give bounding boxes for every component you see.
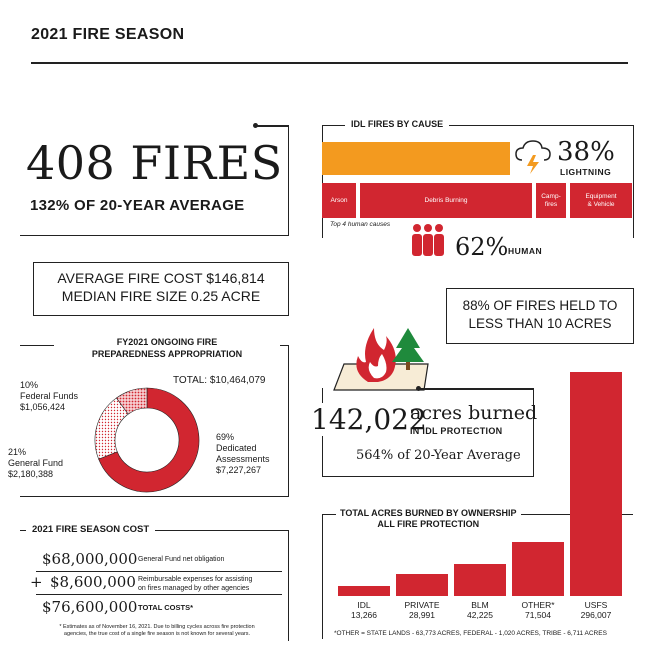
acres-average: 564% of 20-Year Average <box>356 448 521 463</box>
bar-private <box>396 574 448 596</box>
page-title: 2021 FIRE SEASON <box>31 26 185 43</box>
bar-idl <box>338 586 390 596</box>
acres-number: 142,022 <box>311 403 431 436</box>
bar-other <box>512 542 564 596</box>
cost-rule-1 <box>36 571 282 572</box>
human-label: HUMAN <box>508 246 543 256</box>
lightning-bar <box>322 142 510 175</box>
appropriation-donut <box>92 385 202 495</box>
slice-label-dedicated: 69% Dedicated Assessments $7,227,267 <box>216 432 270 475</box>
cost-amount-1: $68,000,000 <box>42 550 138 568</box>
segment-equipment: Equipment & Vehicle <box>570 183 632 218</box>
appropriation-title: FY2021 ONGOING FIRE PREPAREDNESS APPROPRIATION <box>54 336 280 360</box>
cause-title: IDL FIRES BY CAUSE <box>345 119 449 129</box>
cost-desc-1: General Fund net obligation <box>138 556 225 563</box>
human-causes-note: Top 4 human causes <box>330 221 394 228</box>
appropriation-total: TOTAL: $10,464,079 <box>173 375 266 386</box>
acres-where: IN IDL PROTECTION <box>410 426 503 436</box>
bar-label: IDL 13,266 <box>351 600 377 620</box>
fires-box-dot <box>253 123 258 128</box>
people-icon <box>408 222 448 263</box>
acres-word: acres burned <box>410 402 538 424</box>
cost-rule-2 <box>36 594 282 595</box>
held-line2: LESS THAN 10 ACRES <box>468 316 612 331</box>
average-fire-cost: AVERAGE FIRE COST $146,814 <box>57 270 265 286</box>
slice-label-federal: 10% Federal Funds $1,056,424 <box>20 380 79 412</box>
cost-amount-2: $8,600,000 <box>50 573 136 591</box>
lightning-icon <box>514 138 554 181</box>
ownership-chart <box>330 360 630 620</box>
held-line1: 88% OF FIRES HELD TO <box>462 298 618 313</box>
bar-usfs <box>570 372 622 596</box>
bar-label: BLM 42,225 <box>467 600 493 620</box>
median-fire-size: MEDIAN FIRE SIZE 0.25 ACRE <box>61 288 261 304</box>
cost-total-label: TOTAL COSTS* <box>138 603 194 612</box>
bar-label: USFS 296,007 <box>580 600 612 620</box>
cost-title: 2021 FIRE SEASON COST <box>26 524 155 535</box>
segment-debris-burning: Debris Burning <box>360 183 532 218</box>
bar-label: PRIVATE 28,991 <box>404 600 440 620</box>
human-percent: 62% <box>455 233 509 261</box>
fires-box-top-line <box>257 125 289 127</box>
bar-label: OTHER* 71,504 <box>521 600 555 620</box>
fires-count: 408 FIRES <box>26 136 283 190</box>
slice-label-general: 21% General Fund $2,180,388 <box>8 447 64 479</box>
cost-plus-sign: + <box>30 573 43 591</box>
lightning-percent: 38% <box>557 137 615 167</box>
cost-footnote: * Estimates as of November 16, 2021. Due to billing cycles across fire protection agencies, the true cost of a single fire season is not known for several years. <box>59 624 255 637</box>
cost-total-amount: $76,600,000 <box>42 598 138 616</box>
segment-arson: Arson <box>322 183 356 218</box>
ownership-title: TOTAL ACRES BURNED BY OWNERSHIP ALL FIRE PROTECTION <box>336 508 521 530</box>
cost-desc-2: Reimbursable expenses for assisting on fires managed by other agencies <box>138 576 253 592</box>
title-rule <box>31 62 628 64</box>
bar-blm <box>454 564 506 596</box>
fires-average: 132% OF 20-YEAR AVERAGE <box>30 197 245 214</box>
lightning-label: LIGHTNING <box>560 167 612 177</box>
ownership-footnote: *OTHER = STATE LANDS - 63,773 ACRES, FEDERAL - 1,020 ACRES, TRIBE - 6,711 ACRES <box>334 630 607 637</box>
segment-campfires: Camp- fires <box>536 183 566 218</box>
